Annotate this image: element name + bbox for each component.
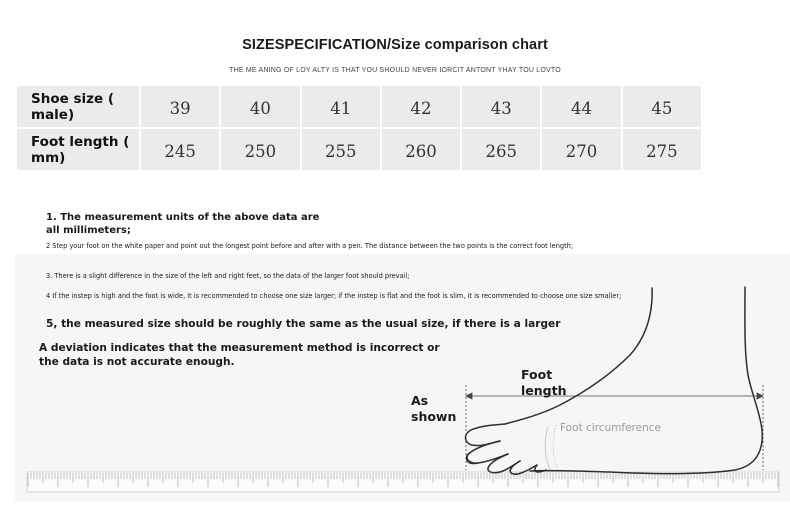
- note-5: 5, the measured size should be roughly the same as the usual size, if there is a larger: [46, 318, 561, 330]
- table-cell: 43: [461, 85, 541, 128]
- foot-circumference-label: Foot circumference: [560, 422, 661, 434]
- table-cell: 270: [541, 128, 621, 171]
- table-cell: 39: [140, 85, 220, 128]
- table-cell: 44: [541, 85, 621, 128]
- note-3: 3. There is a slight difference in the size of the left and right feet, so the data of the larger foot should prevail;: [46, 272, 410, 280]
- table-cell: 250: [220, 128, 300, 171]
- table-cell: 40: [220, 85, 300, 128]
- row-header-shoe-size: Shoe size ( male): [16, 85, 140, 128]
- note-4: 4 If the instep is high and the foot is wide, it is recommended to choose one size larger; if the instep is flat and the foot is slim, it is recommended to choose one size smaller;: [46, 292, 622, 300]
- table-cell: 255: [301, 128, 381, 171]
- circumference-tape-icon: [545, 425, 558, 470]
- as-shown-label: As shown: [411, 393, 457, 424]
- table-cell: 45: [622, 85, 702, 128]
- table-cell: 260: [381, 128, 461, 171]
- note-6: A deviation indicates that the measurement method is incorrect or the data is not accurate enough.: [39, 342, 440, 368]
- table-cell: 42: [381, 85, 461, 128]
- table-cell: 245: [140, 128, 220, 171]
- row-header-foot-length: Foot length ( mm): [16, 128, 140, 171]
- note-1: 1. The measurement units of the above data are all millimeters;: [46, 212, 320, 236]
- foot-length-label: Foot length: [521, 367, 567, 398]
- page-title: SIZESPECIFICATION/Size comparison chart: [242, 37, 548, 53]
- note-2: 2 Step your foot on the white paper and point out the longest point before and after with a pen. The distance between the two points is the correct foot length;: [46, 242, 574, 250]
- table-cell: 275: [622, 128, 702, 171]
- foot-icon: [465, 287, 762, 474]
- table-cell: 41: [301, 85, 381, 128]
- page-subtitle: THE ME ANING OF LOY ALTY IS THAT YOU SHOULD NEVER IORCIT ANTONT YHAY TOU LOVTO: [229, 67, 561, 74]
- ruler-icon: [27, 472, 779, 492]
- table-cell: 265: [461, 128, 541, 171]
